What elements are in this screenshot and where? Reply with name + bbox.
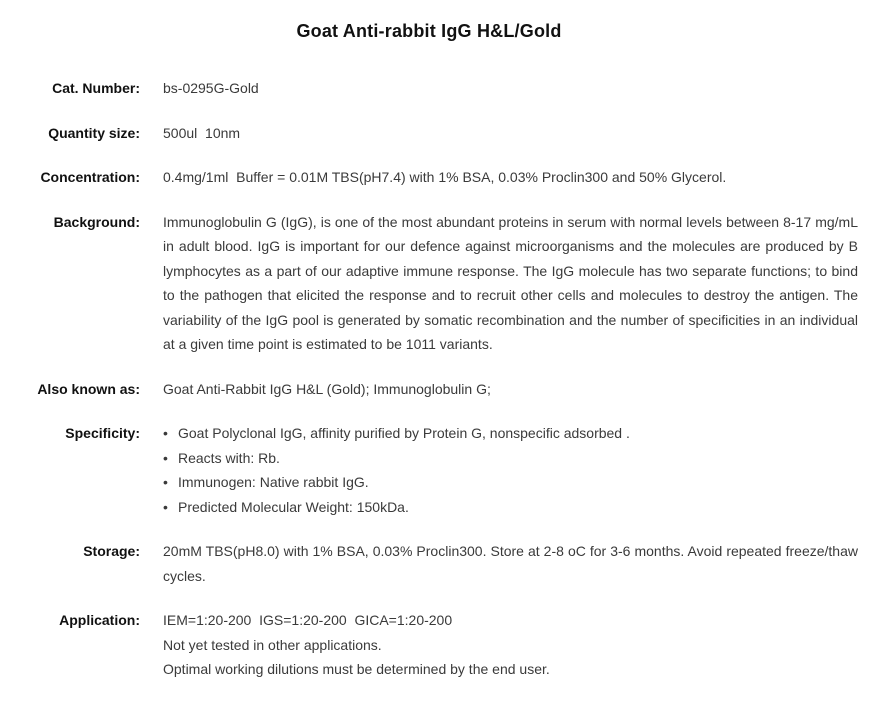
application-label: Application: <box>59 612 140 628</box>
application-value <box>163 608 858 682</box>
concentration-value: 0.4mg/1ml Buffer = 0.01M TBS(pH7.4) with 1% BSA, 0.03% Proclin300 and 50% Glycerol. <box>163 169 727 185</box>
application-note-line: Not yet tested in other applications. <box>163 636 382 653</box>
bullet-icon: • <box>163 449 168 466</box>
concentration-label: Concentration: <box>40 169 140 185</box>
storage-value: 20mM TBS(pH8.0) with 1% BSA, 0.03% Proclin300. Store at 2-8 oC for 3-6 months. Avoid repeated freeze/thaw cycles. <box>163 543 858 584</box>
cat-number-value: bs-0295G-Gold <box>163 80 259 96</box>
field-row-quantity-size <box>0 121 858 146</box>
list-item <box>163 421 858 446</box>
also-known-as-label: Also known as: <box>37 380 140 397</box>
field-row-concentration <box>0 165 858 190</box>
specificity-item-text: Predicted Molecular Weight: 150kDa. <box>178 498 409 515</box>
bullet-icon: • <box>163 425 168 441</box>
specificity-item-text: Immunogen: Native rabbit IgG. <box>178 474 369 490</box>
application-disclaimer-line: Optimal working dilutions must be determined by the end user. <box>163 661 550 677</box>
field-row-specificity <box>0 421 858 519</box>
field-row-cat-number <box>0 76 858 101</box>
background-label: Background: <box>53 213 140 230</box>
specificity-item-text: Reacts with: Rb. <box>178 449 280 466</box>
quantity-size-label: Quantity size: <box>48 124 140 141</box>
quantity-size-value: 500ul 10nm <box>163 124 241 141</box>
field-row-application <box>0 608 858 682</box>
specificity-bullet-list <box>163 421 858 519</box>
bullet-icon: • <box>163 498 168 515</box>
field-row-storage <box>0 539 858 588</box>
specificity-label: Specificity: <box>65 425 140 441</box>
field-row-background <box>0 210 858 357</box>
list-item <box>163 446 858 471</box>
page-title: Goat Anti-rabbit IgG H&L/Gold <box>296 21 562 41</box>
list-item <box>163 495 858 520</box>
background-value: Immunoglobulin G (IgG), is one of the most abundant proteins in serum with normal levels between 8-17 mg/mL in adult blood. IgG is important for our defence against microorganisms and the molecules are produced by B lymphocytes as a part of our adaptive immune response. The IgG molecule has two separate functions; to bind to the pathogen that elicited the response and to recruit other cells and molecules to destroy the antigen. The variability of the IgG pool is generated by somatic recombination and the number of specificities in an individual at a given time point is estimated to be 1011 variants. <box>163 213 858 352</box>
field-rows <box>0 76 858 682</box>
specificity-item-text: Goat Polyclonal IgG, affinity purified by Protein G, nonspecific adsorbed . <box>178 425 630 441</box>
specificity-value <box>163 421 858 519</box>
bullet-icon: • <box>163 474 168 490</box>
also-known-as-value: Goat Anti-Rabbit IgG H&L (Gold); Immunoglobulin G; <box>163 380 491 397</box>
cat-number-label: Cat. Number: <box>52 80 140 96</box>
list-item <box>163 470 858 495</box>
field-row-also-known-as <box>0 377 858 402</box>
application-dilutions-line: IEM=1:20-200 IGS=1:20-200 GICA=1:20-200 <box>163 612 453 628</box>
storage-label: Storage: <box>83 543 140 559</box>
